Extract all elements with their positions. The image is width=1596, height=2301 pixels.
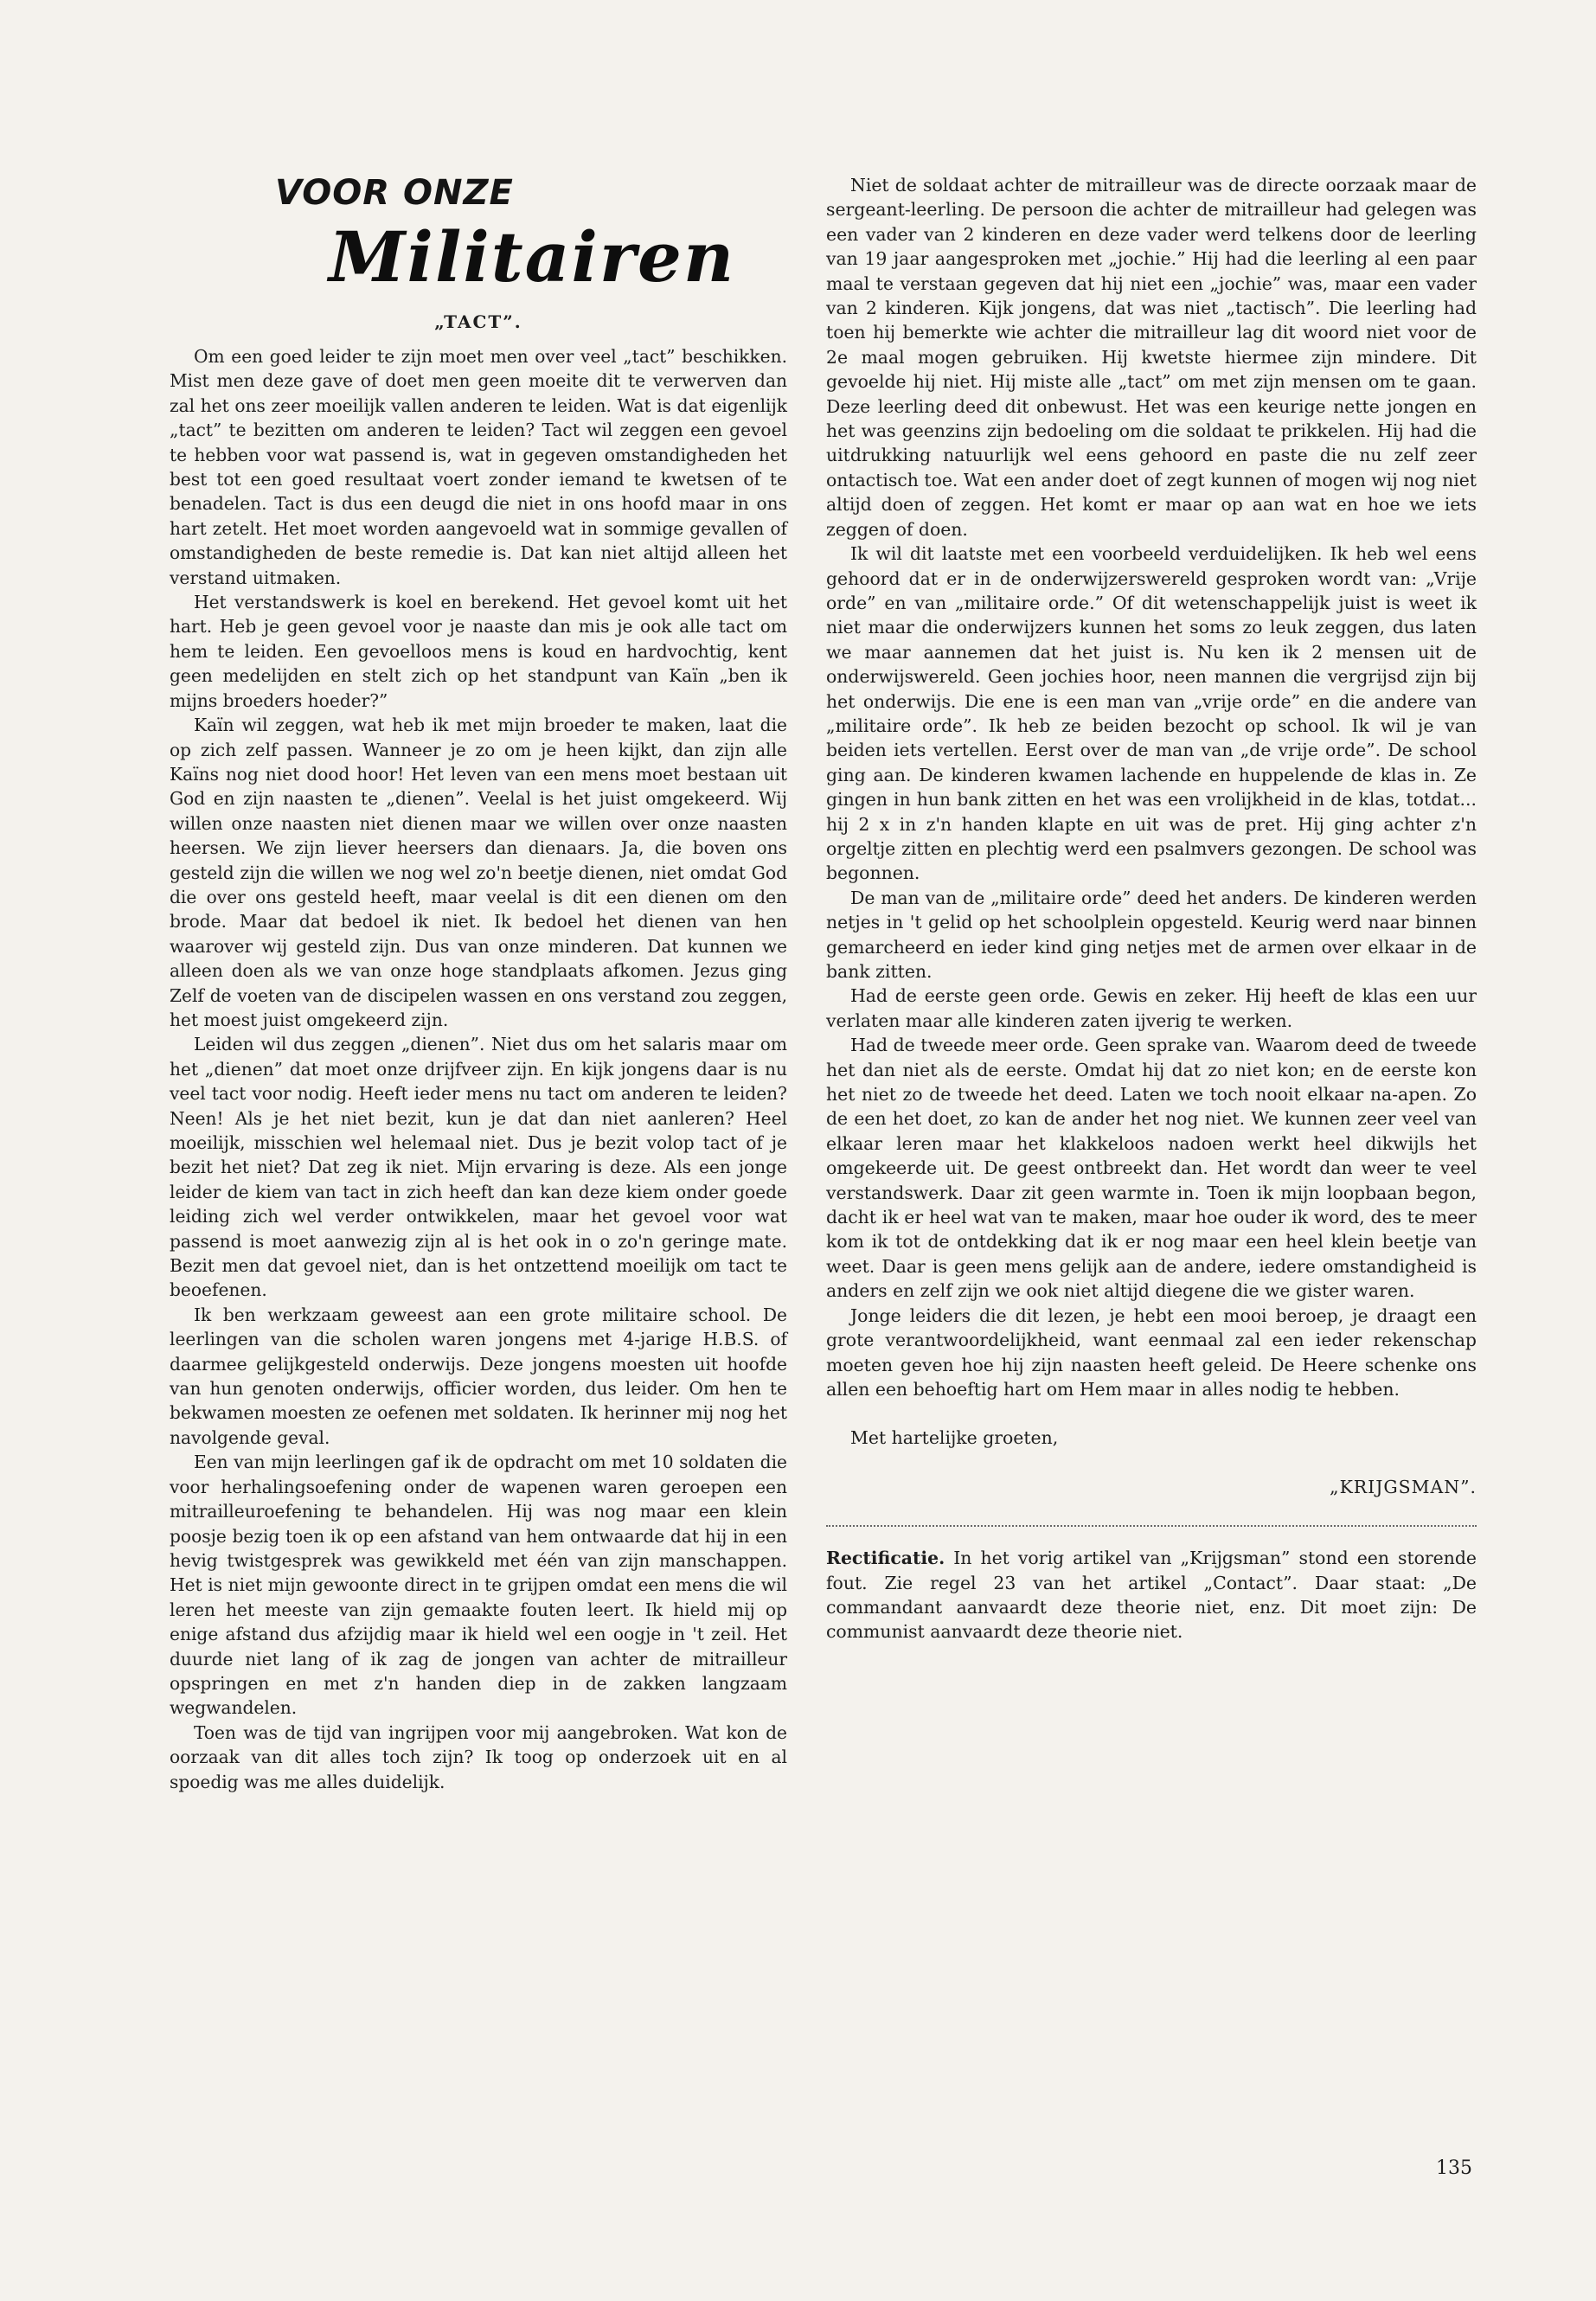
- paragraph: Ik ben werkzaam geweest aan een grote militaire school. De leerlingen van die scholen waren jongens met 4-jarige H.B.S. of daarmee gelijkgesteld onderwijs. Deze jongens moesten uit hoofde van hun genoten onderwijs, officier worden, dus leider. Om hen te bekwamen moesten ze oefenen met soldaten. Ik herinner mij nog het navolgende geval.: [170, 1304, 787, 1448]
- paragraph: Jonge leiders die dit lezen, je hebt een mooi beroep, je draagt een grote verantwoordelijkheid, want eenmaal zal een ieder rekenschap moeten geven hoe hij zijn naasten heeft geleid. De Heere schenke ons allen een behoeftig hart om Hem maar in alles nodig te hebben.: [826, 1304, 1477, 1400]
- paragraph: Niet de soldaat achter de mitrailleur was de directe oorzaak maar de sergeant-leerling. De persoon die achter de mitrailleur had gelegen was een vader van 2 kinderen en deze vader werd telkens door de leerling van 19 jaar aangesproken met „jochie.” Hij had die leerling al een paar maal te verstaan gegeven dat hij niet een „jochie” was, maar een vader van 2 kinderen. Kijk jongens, dat was niet „tactisch”. Die leerling had toen hij bemerkte wie achter die mitrailleur lag dit woord niet voor de 2e maal mogen gebruiken. Hij kwetste hiermee zijn mindere. Dit gevoelde hij niet. Hij miste alle „tact” om met zijn mensen om te gaan. Deze leerling deed dit onbewust. Het was een keurige nette jongen en het was geenzins zijn bedoeling om die soldaat te prikkelen. Hij had die uitdrukking natuurlijk wel eens gehoord en paste die nu zelf zeer ontactisch toe. Wat een ander doet of zegt kunnen of mogen wij nog niet altijd doen of zeggen. Het komt er maar op aan wat en hoe we iets zeggen of doen.: [826, 175, 1477, 540]
- paragraph: Toen was de tijd van ingrijpen voor mij aangebroken. Wat kon de oorzaak van dit alles toch zijn? Ik toog op onderzoek uit en al spoedig was me alles duidelijk.: [170, 1721, 787, 1792]
- closing-greeting: Met hartelijke groeten,: [850, 1427, 1059, 1449]
- right-text-block: [826, 173, 1477, 1644]
- paragraph: Een van mijn leerlingen gaf ik de opdracht om met 10 soldaten die voor herhalingsoefening onder de wapenen waren geroepen een mitrailleuroefening te behandelen. Hij was nog maar een klein poosje bezig toen ik op een afstand van hem ontwaarde dat hij in een hevig twistgesprek was gewikkeld met één van zijn manschappen. Het is niet mijn gewoonte direct in te grijpen omdat een mens die wil leren het meeste van zijn gemaakte fouten leert. Ik hield mij op enige afstand dus afzijdig maar ik hield wel een oogje in 't zeil. Het duurde niet lang of ik zag de jongen van achter de mitrailleur opspringen en met z'n handen diep in de zakken langzaam wegwandelen.: [170, 1452, 787, 1719]
- rectification-label: Rectificatie.: [826, 1548, 945, 1569]
- paragraph: Het verstandswerk is koel en berekend. Het gevoel komt uit het hart. Heb je geen gevoel voor je naaste dan mis je ook alle tact om hem te leiden. Een gevoelloos mens is koud en hardvochtig, kent geen medelijden en stelt zich op het standpunt van Kaïn „ben ik mijns broeders hoeder?”: [170, 592, 787, 711]
- paragraph: Om een goed leider te zijn moet men over veel „tact” beschikken. Mist men deze gave of doet men geen moeite dit te verwerven dan zal het ons zeer moeilijk vallen anderen te leiden. Wat is dat eigenlijk „tact” te bezitten om anderen te leiden? Tact wil zeggen een gevoel te hebben voor wat passend is, wat in gegeven omstandigheden het best tot een goed resultaat voert zonder iemand te kwetsen of te benadelen. Tact is dus een deugd die niet in ons hoofd maar in ons hart zetelt. Het moet worden aangevoeld wat in sommige gevallen of omstandigheden de beste remedie is. Dat kan niet altijd alleen het verstand uitmaken.: [170, 346, 787, 588]
- paragraph: De man van de „militaire orde” deed het anders. De kinderen werden netjes in 't gelid op het schoolplein opgesteld. Keurig werd naar binnen gemarcheerd en ieder kind ging netjes met de armen over elkaar in de bank zitten.: [826, 887, 1477, 982]
- heading-voor-onze: VOOR ONZE: [275, 173, 514, 213]
- heading-militairen: Militairen: [329, 216, 736, 298]
- rectification-text: In het vorig artikel van „Krijgsman” stond een storende fout. Zie regel 23 van het artikel „Contact”. Daar staat: „De commandant aanvaardt deze theorie niet, enz. Dit moet zijn: De communist aanvaardt deze theorie niet.: [826, 1548, 1477, 1643]
- article-subtitle: „TACT”.: [434, 311, 522, 332]
- section-divider: [826, 1525, 1477, 1527]
- paragraph: Ik wil dit laatste met een voorbeeld verduidelijken. Ik heb wel eens gehoord dat er in de onderwijzerswereld gesproken wordt van: „Vrije orde” en van „militaire orde.” Of dit wetenschappelijk juist is weet ik niet maar die onderwijzers kunnen het soms zo leuk zeggen, dus laten we maar aannemen dat het juist is. Nu ken ik 2 mensen uit de onderwijswereld. Geen jochies hoor, neen mannen die vergrijsd zijn bij het onderwijs. Die ene is een man van „vrije orde” en die andere van „militaire orde”. Ik heb ze beiden bezocht op school. Ik wil je van beiden iets vertellen. Eerst over de man van „de vrije orde”. De school ging aan. De kinderen kwamen lachende en huppelende de klas in. Ze gingen in hun bank zitten en het was een vrolijkheid in de klas, totdat... hij 2 x in z'n handen klapte en uit was de pret. Hij ging achter z'n orgeltje zitten en plechtig werd een psalmvers gezongen. De school was begonnen.: [826, 543, 1477, 884]
- page-number: 135: [1436, 2157, 1472, 2179]
- rectification-note: [826, 1546, 1477, 1644]
- paragraph: Had de tweede meer orde. Geen sprake van. Waarom deed de tweede het dan niet als de eerste. Omdat hij dat zo niet kon; en de eerste kon het niet zo de tweede het deed. Laten we toch nooit elkaar na-apen. Zo de een het doet, zo kan de ander het nog niet. We kunnen zeer veel van elkaar leren maar het klakkeloos nadoen werkt heel dikwijls het omgekeerde uit. De geest ontbreekt dan. Het wordt dan weer te veel verstandswerk. Daar zit geen warmte in. Toen ik mijn loopbaan begon, dacht ik er heel wat van te maken, maar hoe ouder ik word, des te meer kom ik tot de ontdekking dat ik er nog maar een heel klein beetje van weet. Daar is geen mens gelijk aan de andere, iedere omstandigheid is anders en zelf zijn we ook niet altijd diegene die we gister waren.: [826, 1035, 1477, 1302]
- paragraph: Had de eerste geen orde. Gewis en zeker. Hij heeft de klas een uur verlaten maar alle kinderen zaten ijverig te werken.: [826, 985, 1477, 1031]
- left-text-block: [170, 344, 787, 1794]
- author-signature: „KRIJGSMAN”.: [1330, 1476, 1477, 1497]
- paragraph: Leiden wil dus zeggen „dienen”. Niet dus om het salaris maar om het „dienen” dat moet onze drijfveer zijn. En kijk jongens daar is nu veel tact voor nodig. Heeft ieder mens nu tact om anderen te leiden? Neen! Als je het niet bezit, kun je dat dan niet aanleren? Heel moeilijk, misschien wel helemaal niet. Dus je bezit volop tact of je bezit het niet? Dat zeg ik niet. Mijn ervaring is deze. Als een jonge leider de kiem van tact in zich heeft dan kan deze kiem onder goede leiding zich wel verder ontwikkelen, maar het gevoel voor wat passend is moet aanwezig zijn al is het ook in o zo'n geringe mate. Bezit men dat gevoel niet, dan is het ontzettend moeilijk om tact te beoefenen.: [170, 1034, 787, 1301]
- paragraph: Kaïn wil zeggen, wat heb ik met mijn broeder te maken, laat die op zich zelf passen. Wanneer je zo om je heen kijkt, dan zijn alle Kaïns nog niet dood hoor! Het leven van een mens moet bestaan uit God en zijn naasten te „dienen”. Veelal is het juist omgekeerd. Wij willen onze naasten niet dienen maar we willen over onze naasten heersen. We zijn liever heersers dan dienaars. Ja, die boven ons gesteld zijn die willen we nog wel zo'n beetje dienen, niet omdat God die over ons gesteld heeft, maar veelal is dit een dienen om den brode. Maar dat bedoel ik niet. Ik bedoel het dienen van hen waarover wij gesteld zijn. Dus van onze minderen. Dat kunnen we alleen doen als we van onze hoge standplaats afkomen. Jezus ging Zelf de voeten van de discipelen wassen en ons verstand zou zeggen, het moest juist omgekeerd zijn.: [170, 715, 787, 1030]
